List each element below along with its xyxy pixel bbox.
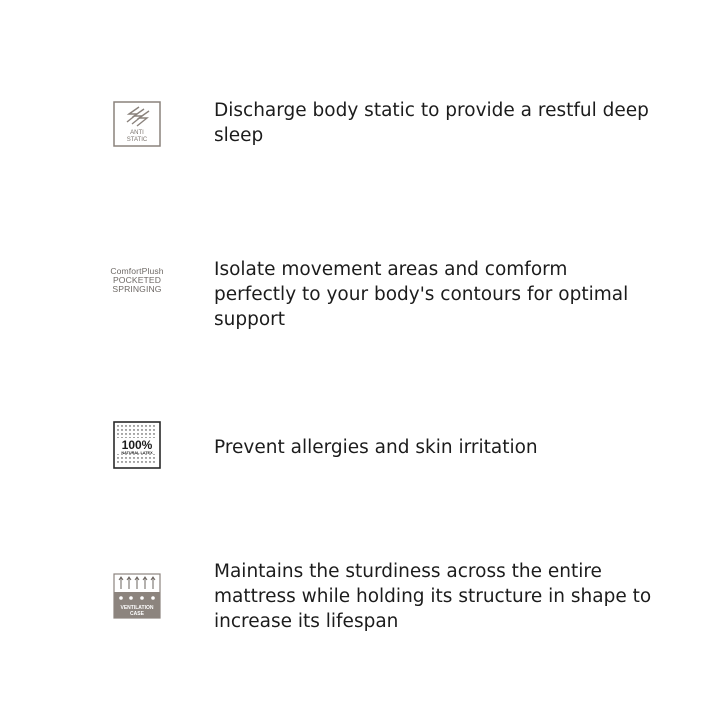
feature-description: Discharge body static to provide a restful deep sleep: [214, 100, 649, 146]
ventilation-case-icon: [104, 571, 170, 621]
springing-label-1: ComfortPlush: [110, 265, 164, 276]
anti-static-label-1: ANTI: [130, 130, 144, 136]
springing-label-3: SPRINGING: [112, 283, 162, 294]
latex-percent-label: 100%: [121, 438, 153, 452]
springing-label-2: POCKETED: [112, 274, 162, 285]
anti-static-label-2: STATIC: [126, 137, 148, 143]
natural-latex-icon: [104, 420, 170, 470]
feature-description: Maintains the sturdiness across the entire mattress while holding its structure in shape to increase its lifespan: [214, 561, 652, 632]
pocketed-springing-icon: [104, 255, 170, 305]
ventilation-label-1: VENTILATION: [120, 605, 154, 611]
ventilation-label-2: CASE: [130, 611, 144, 617]
anti-static-icon: [104, 100, 170, 148]
latex-label: NATURAL LATEX: [121, 451, 153, 455]
feature-description: Isolate movement areas and comform perfectly to your body's contours for optimal support: [214, 259, 629, 330]
feature-description: Prevent allergies and skin irritation: [214, 437, 538, 458]
